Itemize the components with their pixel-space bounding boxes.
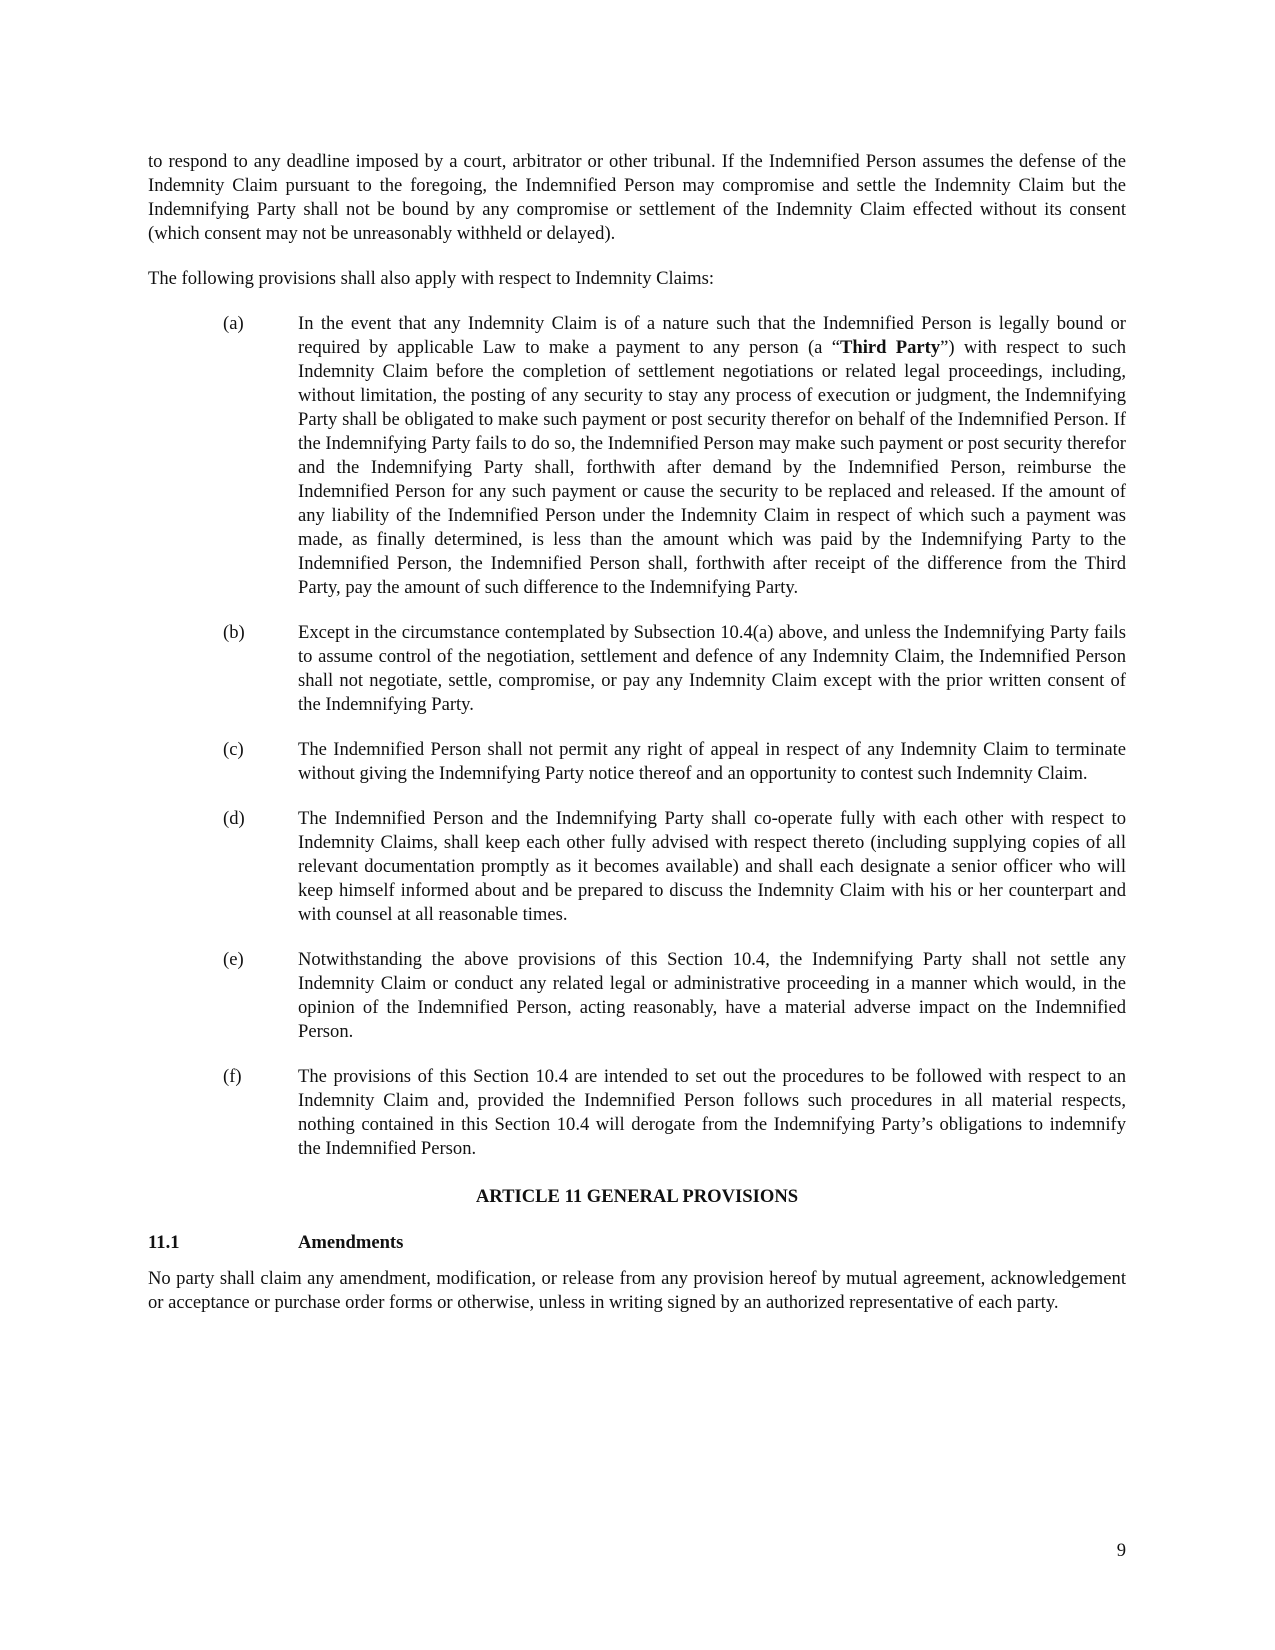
provisions-list xyxy=(148,312,1126,1161)
defined-term: Third Party xyxy=(839,337,941,358)
provision-item-b xyxy=(148,621,1126,717)
item-text: The Indemnified Person shall not permit any right of appeal in respect of any Indemnity Claim to terminate without giving the Indemnifying Party notice thereof and an opportunity to contest such Indemnity Claim. xyxy=(298,739,1126,784)
item-text xyxy=(298,312,1126,600)
item-text: The Indemnified Person and the Indemnifying Party shall co-operate fully with each other with respect to Indemnity Claims, shall keep each other fully advised with respect thereto (including supplying copies of all relevant documentation promptly as it becomes available) and shall each designate a senior officer who will keep himself informed about and be prepared to discuss the Indemnity Claim with his or her counterpart and with counsel at all reasonable times. xyxy=(298,808,1126,925)
item-label: (b) xyxy=(223,622,245,643)
item-label: (c) xyxy=(223,739,244,760)
opening-paragraph: to respond to any deadline imposed by a court, arbitrator or other tribunal. If the Indemnified Person assumes the defense of the Indemnity Claim pursuant to the foregoing, the Indemnified Person may compromise and settle the Indemnity Claim but the Indemnifying Party shall not be bound by any compromise or settlement of the Indemnity Claim effected without its consent (which consent may not be unreasonably withheld or delayed). xyxy=(148,151,1126,244)
item-label: (e) xyxy=(223,949,244,970)
section-text: No party shall claim any amendment, modification, or release from any provision hereof by mutual agreement, acknowledgement or acceptance or purchase order forms or otherwise, unless in writing signed by an authorized representative of each party. xyxy=(148,1268,1126,1313)
provision-item-d xyxy=(148,807,1126,927)
page-body xyxy=(148,150,1126,1336)
article-heading: ARTICLE 11 GENERAL PROVISIONS xyxy=(475,1186,799,1207)
item-text: Notwithstanding the above provisions of this Section 10.4, the Indemnifying Party shall not settle any Indemnity Claim or conduct any related legal or administrative proceeding in a manner which would, in the opinion of the Indemnified Person, acting reasonably, have a material adverse impact on the Indemnified Person. xyxy=(298,949,1126,1042)
item-text-part: In the event that any Indemnity Claim is of a nature such that the Indemnified Person is legally bound or required by applicable Law to make a payment to any person (a “ xyxy=(298,313,1126,358)
provision-item-c xyxy=(148,738,1126,786)
section-heading xyxy=(148,1231,1126,1255)
item-label: (a) xyxy=(223,313,244,334)
provision-item-e xyxy=(148,948,1126,1044)
item-text: Except in the circumstance contemplated by Subsection 10.4(a) above, and unless the Indemnifying Party fails to assume control of the negotiation, settlement and defence of any Indemnity Claim, the Indemnified Person shall not negotiate, settle, compromise, or pay any Indemnity Claim except with the prior written consent of the Indemnifying Party. xyxy=(298,622,1126,715)
item-label: (f) xyxy=(223,1066,242,1087)
item-text-part: ”) with respect to such Indemnity Claim before the completion of settlement negotiations or related legal proceedings, including, without limitation, the posting of any security to stay any process of execution or judgment, the Indemnifying Party shall be obligated to make such payment or post security therefor on behalf of the Indemnified Person. If the Indemnifying Party fails to do so, the Indemnified Person may make such payment or post security therefor and the Indemnifying Party shall, forthwith after demand by the Indemnified Person, reimburse the Indemnified Person for any such payment or cause the security to be replaced and released. If the amount of any liability of the Indemnified Person under the Indemnity Claim in respect of which such a payment was made, as finally determined, is less than the amount which was paid by the Indemnifying Party to the Indemnified Person, the Indemnified Person shall, forthwith after receipt of the difference from the Third Party, pay the amount of such difference to the Indemnifying Party. xyxy=(298,337,1126,598)
page-number: 9 xyxy=(1116,1540,1126,1561)
item-label: (d) xyxy=(223,808,245,829)
section-number: 11.1 xyxy=(148,1232,180,1253)
intro-line: The following provisions shall also apply with respect to Indemnity Claims: xyxy=(148,268,715,289)
item-text: The provisions of this Section 10.4 are intended to set out the procedures to be followed with respect to an Indemnity Claim and, provided the Indemnified Person follows such procedures in all material respects, nothing contained in this Section 10.4 will derogate from the Indemnifying Party’s obligations to indemnify the Indemnified Person. xyxy=(298,1066,1126,1159)
provision-item-f xyxy=(148,1065,1126,1161)
section-title: Amendments xyxy=(298,1232,404,1253)
provision-item-a xyxy=(148,312,1126,600)
